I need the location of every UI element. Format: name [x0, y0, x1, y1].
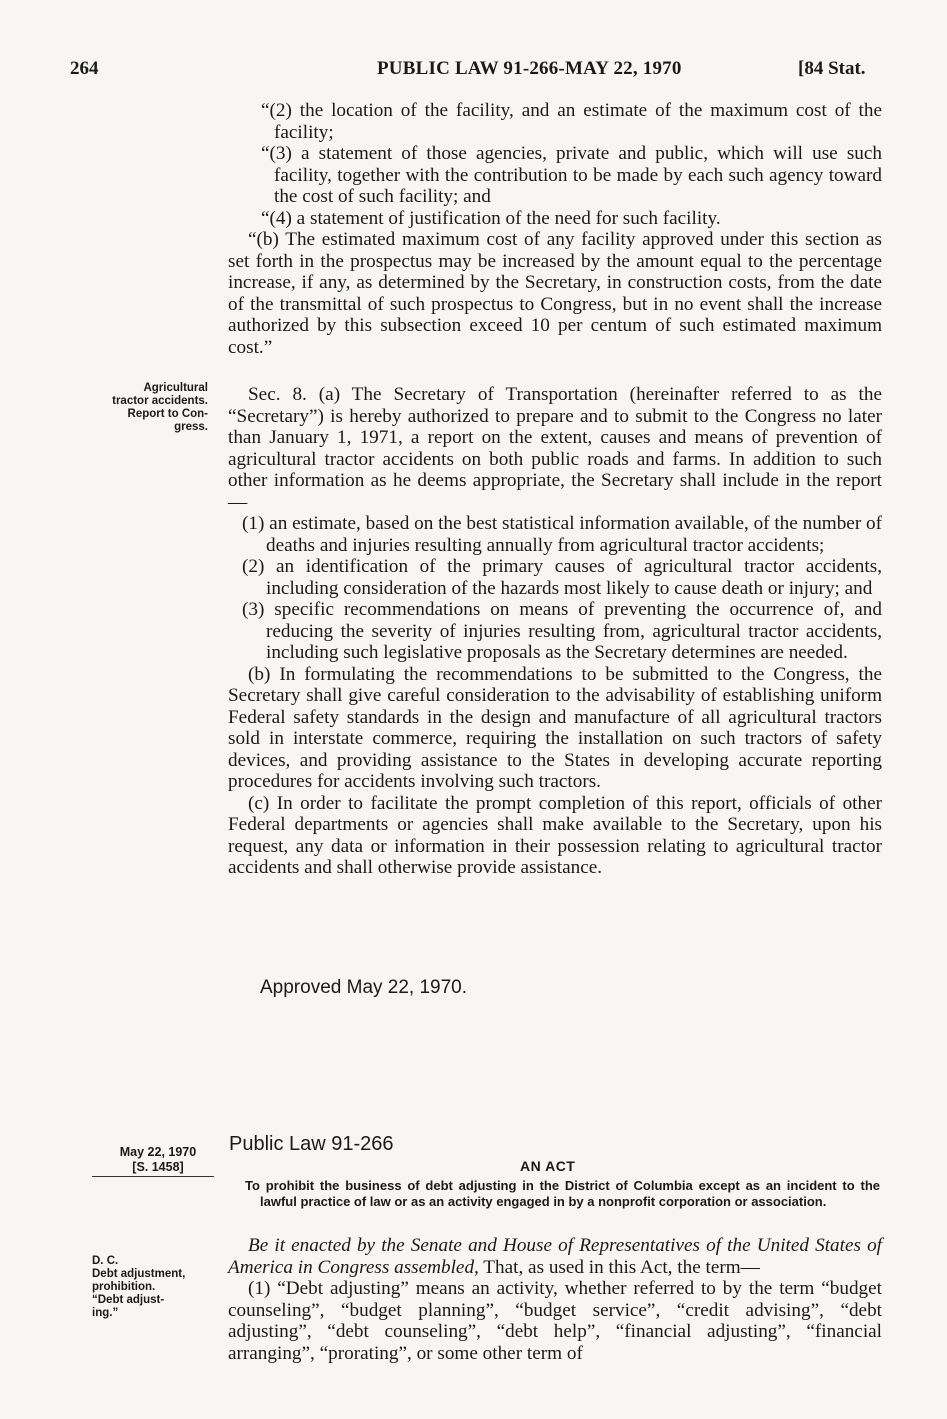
- section-8-intro: Sec. 8. (a) The Secretary of Transportation (hereinafter referred to as the “Secretary”) is hereby authorized to prepare and to submit to the Congress no later than January 1, 1971, a report on the extent, causes and means of prevention of agricultural tractor accidents on both public roads and farms. In addition to such other information as he deems appropriate, the Secretary shall include in the report—: [228, 384, 882, 513]
- running-title: PUBLIC LAW 91-266-MAY 22, 1970: [377, 58, 682, 79]
- section-7-continuation: [228, 100, 882, 358]
- divider: [92, 1176, 214, 1177]
- approved-date: Approved May 22, 1970.: [260, 977, 468, 998]
- list-item: (3) specific recommendations on means of preventing the occurrence of, and reducing the severity of injuries resulting from, agricultural tractor accidents, including such legislative proposals as the Secretary determines are needed.: [242, 599, 882, 663]
- paragraph-c: (c) In order to facilitate the prompt completion of this report, officials of other Federal departments or agencies shall make available to the Secretary, upon his request, any data or information in their possession relating to agricultural tractor accidents and shall otherwise provide assistance.: [228, 792, 882, 878]
- volume-reference: [84 Stat.: [798, 58, 866, 79]
- page-header: [0, 58, 947, 88]
- list-item: “(2) the location of the facility, and an estimate of the maximum cost of the facility;: [261, 100, 882, 143]
- page-number: 264: [70, 58, 99, 79]
- date-note: May 22, 1970 [S. 1458]: [119, 1145, 197, 1174]
- list-item: “(4) a statement of justification of the need for such facility.: [261, 207, 721, 229]
- public-law-title: Public Law 91-266: [229, 1133, 394, 1155]
- paragraph-b: (b) In formulating the recommendations to be submitted to the Congress, the Secretary shall give careful consideration to the advisability of establishing uniform Federal safety standards in the design and manufacture of all agricultural tractors sold in interstate commerce, requiring the installation on such tractors of safety devices, and providing assistance to the States in developing accurate reporting procedures for accidents involving such tractors.: [228, 663, 882, 792]
- margin-note-tractor: Agricultural tractor accidents. Report to Con- gress.: [112, 382, 208, 433]
- definition-1: (1) “Debt adjusting” means an activity, whether referred to by the term “budget counseling”, “budget planning”, “budget service”, “credit advising”, “debt adjusting”, “debt counseling”, “debt help”, “financial adjusting”, “financial arranging”, “prorating”, or some other term of: [228, 1278, 882, 1364]
- enacting-clause: Be it enacted by the Senate and House of Representatives of the United States of America in Congress assembled, That, as used in this Act, the term—: [228, 1235, 882, 1278]
- act-purpose: To prohibit the business of debt adjusting in the District of Columbia except as an incident to the lawful practice of law or as an activity engaged in by a nonprofit corporation or association.: [245, 1178, 880, 1209]
- margin-note-debt: D. C. Debt adjustment, prohibition. “Debt adjust- ing.”: [92, 1255, 186, 1319]
- section-8: [228, 384, 882, 879]
- new-act-body: [228, 1235, 882, 1364]
- act-label: AN ACT: [520, 1158, 576, 1174]
- paragraph-b: “(b) The estimated maximum cost of any facility approved under this section as set forth in the prospectus may be increased by the amount equal to the percentage increase, if any, as determined by the Secretary, in construction costs, from the date of the transmittal of such prospectus to Congress, but in no event shall the increase authorized by this subsection exceed 10 per centum of such estimated maximum cost.”: [228, 229, 882, 358]
- list-item: “(3) a statement of those agencies, private and public, which will use such facility, together with the contribution to be made by each such agency toward the cost of such facility; and: [261, 143, 882, 207]
- list-item: (2) an identification of the primary causes of agricultural tractor accidents, including consideration of the hazards most likely to cause death or injury; and: [242, 556, 882, 599]
- list-item: (1) an estimate, based on the best statistical information available, of the number of deaths and injuries resulting annually from agricultural tractor accidents;: [242, 513, 882, 556]
